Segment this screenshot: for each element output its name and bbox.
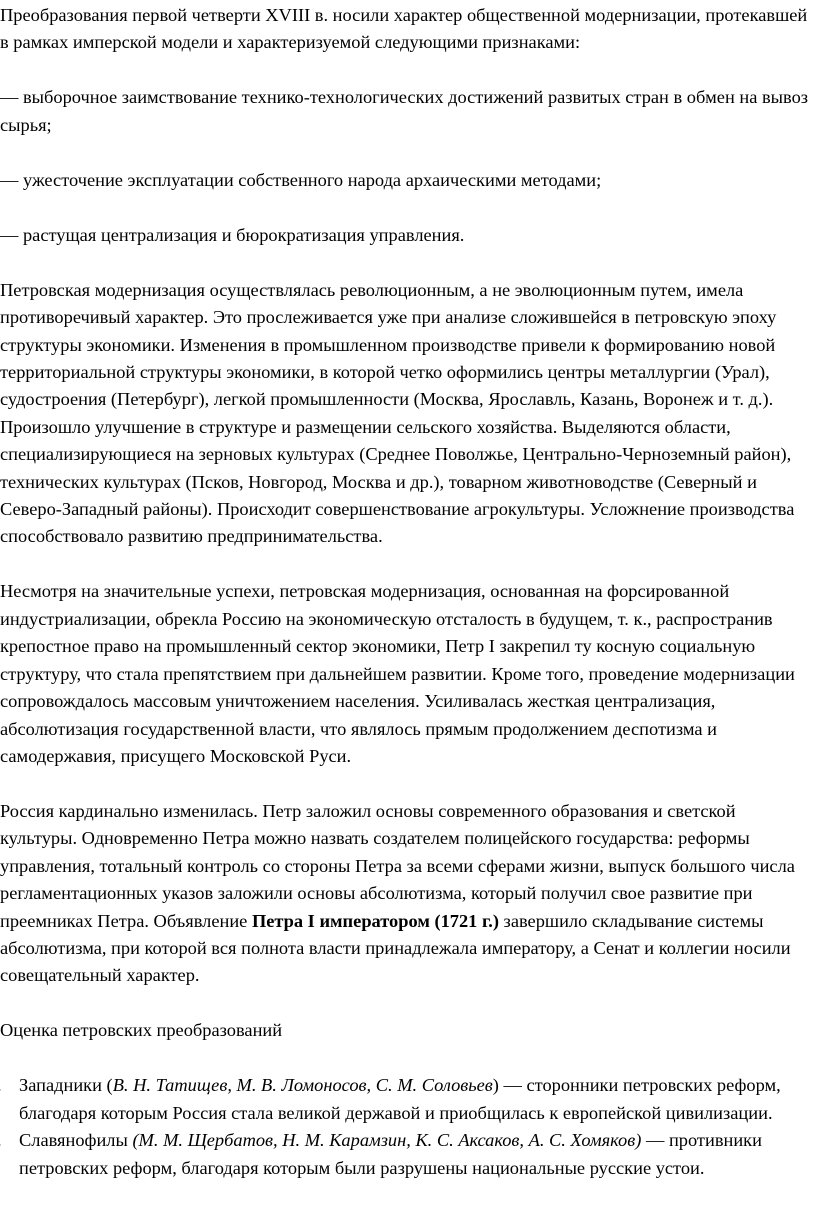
absolutism-paragraph: [0, 798, 814, 990]
list-item-names: (М. М. Щербатов, Н. М. Карамзин, К. С. Аксаков, А. С. Хомяков): [132, 1130, 642, 1151]
assessment-list: [0, 1072, 814, 1182]
list-item-lead: Западники (: [19, 1075, 113, 1096]
absolutism-text-start: Россия кардинально изменилась. Петр заложил основы современного образования и светской культуры. Одновременно Петра можно назвать создателем полицейского государства: реформы управления, тотальный контроль со стороны Петра за всеми сферами жизни, выпуск большого числа регламентационных указов заложили основы абсолютизма, который получил свое развитие при преемниках Петра. Объявление: [0, 800, 795, 931]
list-item-westernizers: [0, 1072, 814, 1127]
consequences-paragraph: Несмотря на значительные успехи, петровская модернизация, основанная на форсированной индустриализации, обрекла Россию на экономическую отсталость в будущем, т. к., распространив крепостное право на промышленный сектор экономики, Петр I закрепил ту косную социальную структуру, что стала препятствием при дальнейшем развитии. Кроме того, проведение модернизации сопровождалось массовым уничтожением населения. Усиливалась жесткая централизация, абсолютизация государственной власти, что являлось прямым продолжением деспотизма и самодержавия, присущего Московской Руси.: [0, 581, 795, 766]
modernization-paragraph: Петровская модернизация осуществлялась революционным, а не эволюционным путем, имела противоречивый характер. Это прослеживается уже при анализе сложившейся в петровскую эпоху структуры экономики. Изменения в промышленном производстве привели к формированию новой территориальной структуры экономики, в которой четко оформились центры металлургии (Урал), судостроения (Петербург), легкой промышленности (Москва, Ярославль, Казань, Воронеж и т. д.). Произошло улучшение в структуре и размещении сельского хозяйства. Выделяются области, специализирующиеся на зерновых культурах (Среднее Поволжье, Центрально-Черноземный район), технических культурах (Псков, Новгород, Москва и др.), товарном животноводстве (Северный и Северо-Западный районы). Происходит совершенствование агрокультуры. Усложнение производства способствовало развитию предпринимательства.: [0, 279, 795, 547]
list-item-description: — противники петровских реформ, благодаря которым были разрушены национальные русские устои.: [19, 1130, 762, 1178]
bullet-marker: [0, 1127, 2, 1154]
intro-paragraph: Преобразования первой четверти XVIII в. носили характер общественной модернизации, протекавшей в рамках имперской модели и характеризуемой следующими признаками:: [0, 5, 808, 53]
feature-item-2: — ужесточение эксплуатации собственного народа архаическими методами;: [0, 169, 602, 190]
document-body: [0, 2, 814, 1182]
list-item-lead: Славянофилы: [19, 1130, 133, 1151]
bullet-marker: [0, 1072, 2, 1099]
section-heading: Оценка петровских преобразований: [0, 1020, 283, 1041]
feature-item-1: — выборочное заимствование технико-технологических достижений развитых стран в обмен на вывоз сырья;: [0, 87, 809, 135]
absolutism-text-end: завершило складывание системы абсолютизма, при которой вся полнота власти принадлежала императору, а Сенат и коллегии носили совещательный характер.: [0, 910, 791, 986]
list-item-description: ) — сторонники петровских реформ, благодаря которым Россия стала великой державой и приобщилась к европейской цивилизации.: [19, 1075, 781, 1123]
feature-item-3: — растущая централизация и бюрократизация управления.: [0, 224, 465, 245]
list-item-slavophiles: [0, 1127, 814, 1182]
emperor-highlight: Петра I императором (1721 г.): [251, 910, 499, 931]
list-item-names: В. Н. Татищев, М. В. Ломоносов, С. М. Соловьев: [112, 1075, 493, 1096]
